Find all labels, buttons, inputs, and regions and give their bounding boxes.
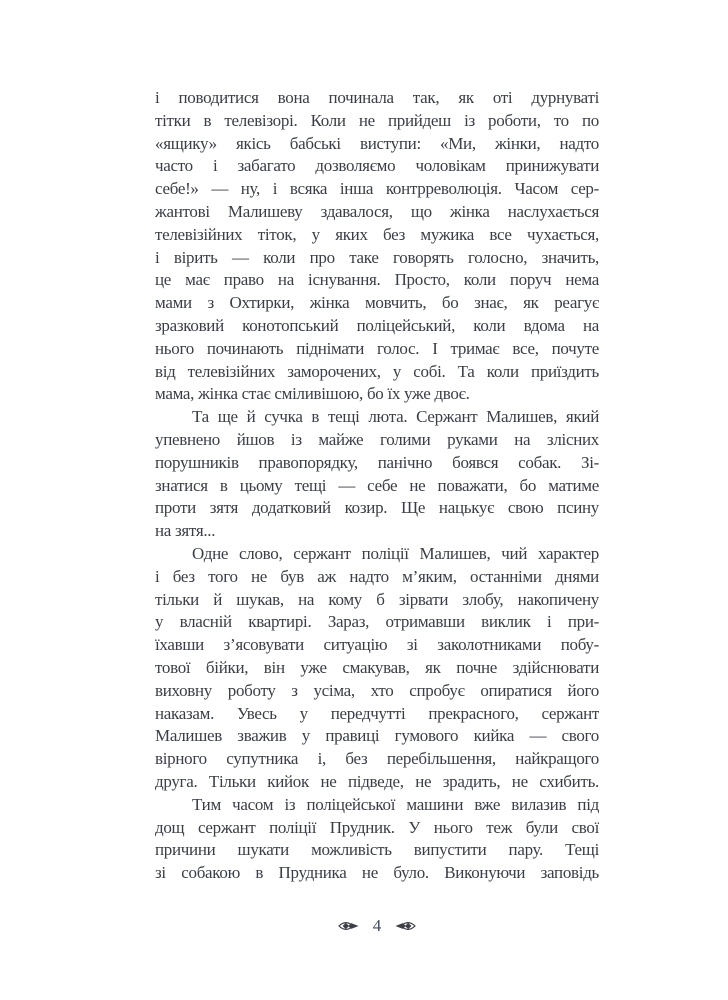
text-line: у власній квартирі. Зараз, отримавши виклик і при- xyxy=(155,612,599,632)
text-line: їхавши з’ясовувати ситуацію зі заколотниками побу- xyxy=(155,635,599,655)
text-line: знатися в цьому тещі — себе не поважати, бо матиме xyxy=(155,475,599,495)
text-line: це має право на існування. Просто, коли поруч нема xyxy=(155,270,599,290)
text-line: на зятя... xyxy=(155,521,216,541)
paragraph xyxy=(155,87,599,406)
text-line: зразковий конотопський поліцейський, коли вдома на xyxy=(155,315,599,335)
text-line: порушників правопорядку, панічно боявся собак. Зі- xyxy=(155,452,599,472)
text-line: тільки й шукав, на кому б зірвати злобу, накопичену xyxy=(155,589,599,609)
text-line: телевізійних тіток, у яких без мужика все чухається, xyxy=(155,224,599,244)
text-line: мама, жінка стає сміливішою, бо їх уже двоє. xyxy=(155,384,470,404)
text-line: Малишев зважив у правиці гумового кийка — свого xyxy=(155,726,599,746)
text-line: нього починають піднімати голос. І тримає все, почуте xyxy=(155,338,599,358)
page-footer xyxy=(155,913,599,939)
text-line: і вірить — коли про таке говорять голосно, значить, xyxy=(155,247,599,267)
text-line: причини шукати можливість випустити пару. Тещі xyxy=(155,840,599,860)
text-line: наказам. Увесь у передчутті прекрасного, сержант xyxy=(155,703,599,723)
text-line: дощ сержант поліції Прудник. У нього теж були свої xyxy=(155,817,599,837)
text-line: тової бійки, він уже смакував, як почне здійснювати xyxy=(155,657,599,677)
text-line: вірного супутника і, без перебільшення, найкращого xyxy=(155,749,599,769)
text-line: Тим часом із поліцейської машини вже вилазив під xyxy=(192,794,599,814)
text-line: від телевізійних заморочених, у собі. Та коли приїздить xyxy=(155,361,599,381)
text-line: «ящику» якісь бабські виступи: «Ми, жінки, надто xyxy=(155,133,599,153)
text-line: тітки в телевізорі. Коли не прийдеш із роботи, то по xyxy=(155,110,599,130)
paragraph xyxy=(155,794,599,885)
text-line: і без того не був аж надто м’яким, останніми днями xyxy=(155,566,599,586)
text-line: зі собакою в Прудника не було. Виконуючи заповідь xyxy=(155,863,599,883)
text-line: Та ще й сучка в тещі люта. Сержант Малишев, який xyxy=(192,407,599,427)
page-number: 4 xyxy=(372,915,382,935)
fleuron-left-icon xyxy=(338,920,360,932)
text-line: друга. Тільки кийок не підведе, не зрадить, не схибить. xyxy=(155,771,599,791)
text-line: проти зятя додатковий козир. Ще нацькує свою псину xyxy=(155,498,599,518)
text-line: упевнено йшов із майже голими руками на злісних xyxy=(155,429,599,449)
text-line: Одне слово, сержант поліції Малишев, чий характер xyxy=(192,543,599,563)
paragraph xyxy=(155,543,599,794)
text-line: часто і забагато дозволяємо чоловікам принижувати xyxy=(155,156,599,176)
text-line: виховну роботу з усіма, хто спробує опиратися його xyxy=(155,680,599,700)
text-line: жантові Малишеву здавалося, що жінка наслухається xyxy=(155,201,599,221)
text-line: і поводитися вона починала так, як оті дурнуваті xyxy=(155,88,599,107)
text-line: мами з Охтирки, жінка мовчить, бо знає, як реагує xyxy=(155,293,599,313)
paragraph xyxy=(155,406,599,543)
fleuron-right-icon xyxy=(394,920,416,932)
page-text xyxy=(155,87,599,885)
text-line: себе!» — ну, і всяка інша контрреволюція. Часом сер- xyxy=(155,179,599,199)
